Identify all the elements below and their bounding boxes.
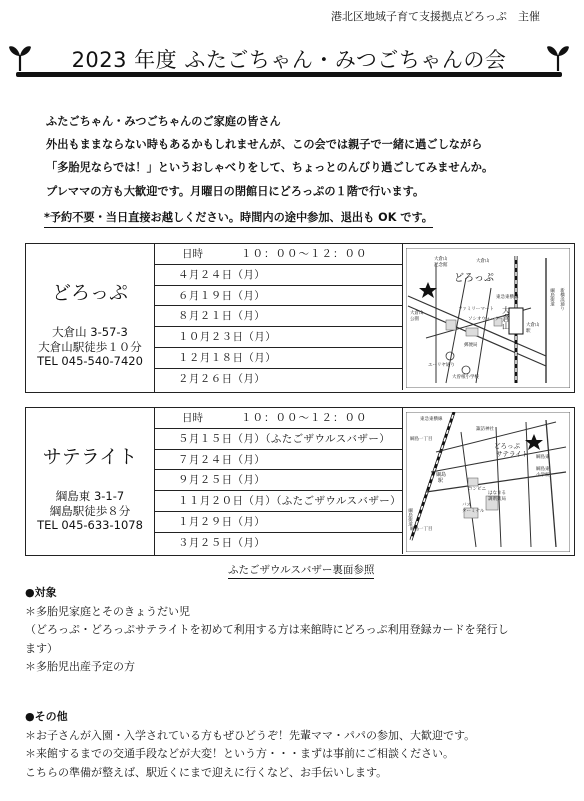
address-line: 大倉山 3-57-3 bbox=[52, 325, 128, 339]
map-label: 綱島一丁目 bbox=[410, 527, 433, 532]
map-label: どろっぷ bbox=[454, 273, 494, 284]
section-line: ＊来館するまでの交通手段などが大変！という方・・・まずは事前にご相談ください。 bbox=[25, 747, 454, 760]
page-title: 2023 年度 ふたごちゃん・みつごちゃんの会 bbox=[71, 48, 507, 72]
map-label: ターミナル bbox=[462, 509, 485, 514]
schedule-date: ２月２６日（月） bbox=[178, 372, 266, 385]
map-drawing bbox=[406, 248, 570, 388]
sprout-icon bbox=[546, 41, 570, 73]
datetime-label: 日時 bbox=[182, 412, 203, 424]
map-label: 綱島東 bbox=[536, 455, 550, 460]
map-label: 綱島 bbox=[436, 472, 447, 478]
schedule-date: １０月２３日（月） bbox=[154, 327, 402, 348]
schedule-header bbox=[154, 244, 402, 265]
map-label: 郵便局 bbox=[464, 343, 478, 348]
map-label: 綱島街道 bbox=[549, 288, 555, 306]
section-line: （どろっぷ・どろっぷサテライトを初めて利用する方は来館時にどろっぷ利用登録カードを発行し bbox=[25, 623, 509, 636]
schedule-date: １月２９日（月） bbox=[154, 512, 402, 533]
schedule-table bbox=[154, 244, 403, 390]
map-label: 東急東横線 bbox=[420, 417, 443, 422]
schedule-date: ９月２５日（月） bbox=[154, 470, 402, 491]
schedule-date: ７月２４日（月） bbox=[154, 450, 402, 471]
phone-line: TEL 045-633-1078 bbox=[37, 518, 143, 532]
map-label: 東急東横線 bbox=[496, 295, 519, 300]
section-heading: ●その他 bbox=[25, 710, 68, 723]
access-map-dropp bbox=[406, 248, 570, 388]
section-line: ＊お子さんが入園・入学されている方もぜひどうぞ！先輩ママ・パパの参加、大歓迎です。 bbox=[25, 728, 476, 742]
venue-name: どろっぷ bbox=[51, 282, 128, 304]
venue-address bbox=[26, 489, 154, 533]
walk-in-note: *予約不要・当日直接お越しください。時間内の途中参加、退出も OK です。 bbox=[44, 209, 433, 228]
schedule-date: ６月１９日（月） bbox=[154, 286, 402, 307]
venue-info bbox=[26, 408, 155, 555]
map-label: 綱島街道 bbox=[407, 508, 413, 526]
section-heading: ●対象 bbox=[25, 586, 57, 599]
bazaar-note: ふたごザウルスバザー裏面参照 bbox=[228, 562, 374, 579]
venue-info bbox=[26, 244, 155, 392]
venue-name: サテライト bbox=[42, 446, 138, 468]
schedule-date: ３月２５日（月） bbox=[178, 536, 266, 549]
time-range: １０：００～１２：００ bbox=[241, 248, 368, 260]
map-label: 駅 bbox=[438, 478, 444, 484]
section-line: ＊多胎児出産予定の方 bbox=[25, 660, 135, 673]
intro-line: 外出もままならない時もあるかもしれませんが、この会では親子で一緒に過ごしながら bbox=[46, 138, 483, 152]
intro-text bbox=[46, 110, 566, 203]
schedule-table bbox=[154, 408, 403, 554]
schedule-header bbox=[154, 408, 402, 429]
section-line: ＊多胎児家庭とそのきょうだい児 bbox=[25, 604, 190, 618]
map-label: 調剤薬局 bbox=[488, 497, 506, 502]
phone-line: TEL 045-540-7420 bbox=[37, 354, 143, 368]
venue-dropp bbox=[25, 243, 575, 393]
organizer: 港北区地域子育て支援拠点どろっぷ 主催 bbox=[331, 10, 540, 23]
venue-satellite bbox=[25, 407, 575, 556]
access-map-satellite bbox=[406, 412, 570, 552]
map-label: 大倉山 bbox=[501, 306, 511, 330]
datetime-label: 日時 bbox=[182, 248, 203, 260]
map-drawing bbox=[406, 412, 570, 552]
other-section bbox=[25, 708, 575, 782]
map-label: 小学校 bbox=[536, 473, 550, 478]
access-line: 綱島駅徒歩８分 bbox=[49, 503, 131, 518]
target-section bbox=[25, 584, 575, 677]
map-label: ファミリーマート bbox=[458, 307, 494, 312]
map-label: 諏訪神社 bbox=[476, 427, 494, 432]
schedule-date: １２月１８日（月） bbox=[154, 348, 402, 369]
map-label: はなまる bbox=[488, 491, 506, 496]
map-label: 大倉山 bbox=[434, 257, 448, 262]
section-line: こちらの準備が整えば、駅近くにまで迎えに行くなど、お手伝いします。 bbox=[25, 765, 388, 779]
schedule-date: ８月２１日（月） bbox=[154, 306, 402, 327]
map-label: コンビニ bbox=[468, 487, 486, 492]
map-label: 綱島東 bbox=[536, 467, 550, 472]
map-label: エーリヤ通り bbox=[428, 363, 455, 368]
map-label: 大倉山 bbox=[526, 323, 540, 328]
map-label: バス bbox=[462, 503, 471, 508]
intro-line: プレママの方も大歓迎です。月曜日の閉館日にどろっぷの１階で行います。 bbox=[46, 184, 425, 198]
venue-address bbox=[26, 325, 154, 369]
map-label: 綱島一丁目 bbox=[410, 437, 433, 442]
map-label: 大曽根小学校 bbox=[452, 375, 479, 380]
address-line: 綱島東 3-1-7 bbox=[55, 489, 125, 503]
schedule-date: ４月２４日（月） bbox=[154, 265, 402, 286]
map-label: サテライト bbox=[496, 450, 529, 458]
map-label: 大倉山 bbox=[410, 311, 424, 316]
access-line: 大倉山駅徒歩１０分 bbox=[38, 339, 142, 354]
schedule-date: ５月１５日（月）（ふたごザウルスバザー） bbox=[154, 429, 402, 450]
map-label: 公園 bbox=[410, 317, 419, 322]
time-range: １０：００～１２：００ bbox=[241, 412, 368, 424]
intro-line: 「多胎児ならでは！」というおしゃべりをして、ちょっとのんびり過ごしてみませんか。 bbox=[46, 161, 494, 175]
schedule-date: １１月２０日（月）（ふたごザウルスバザー） bbox=[154, 491, 402, 512]
map-label: 駅 bbox=[526, 329, 531, 334]
map-label: ソシオウォーク bbox=[468, 317, 500, 322]
title-underline bbox=[16, 72, 562, 77]
title-banner bbox=[6, 40, 572, 80]
map-label: 新横浜通り bbox=[559, 288, 565, 311]
intro-line: ふたごちゃん・みつごちゃんのご家庭の皆さん bbox=[46, 115, 281, 128]
map-label: 記念館 bbox=[434, 263, 448, 268]
map-label: 大倉山 bbox=[476, 259, 490, 264]
section-line: ます） bbox=[25, 641, 58, 655]
map-label: どろっぷ bbox=[494, 442, 520, 450]
